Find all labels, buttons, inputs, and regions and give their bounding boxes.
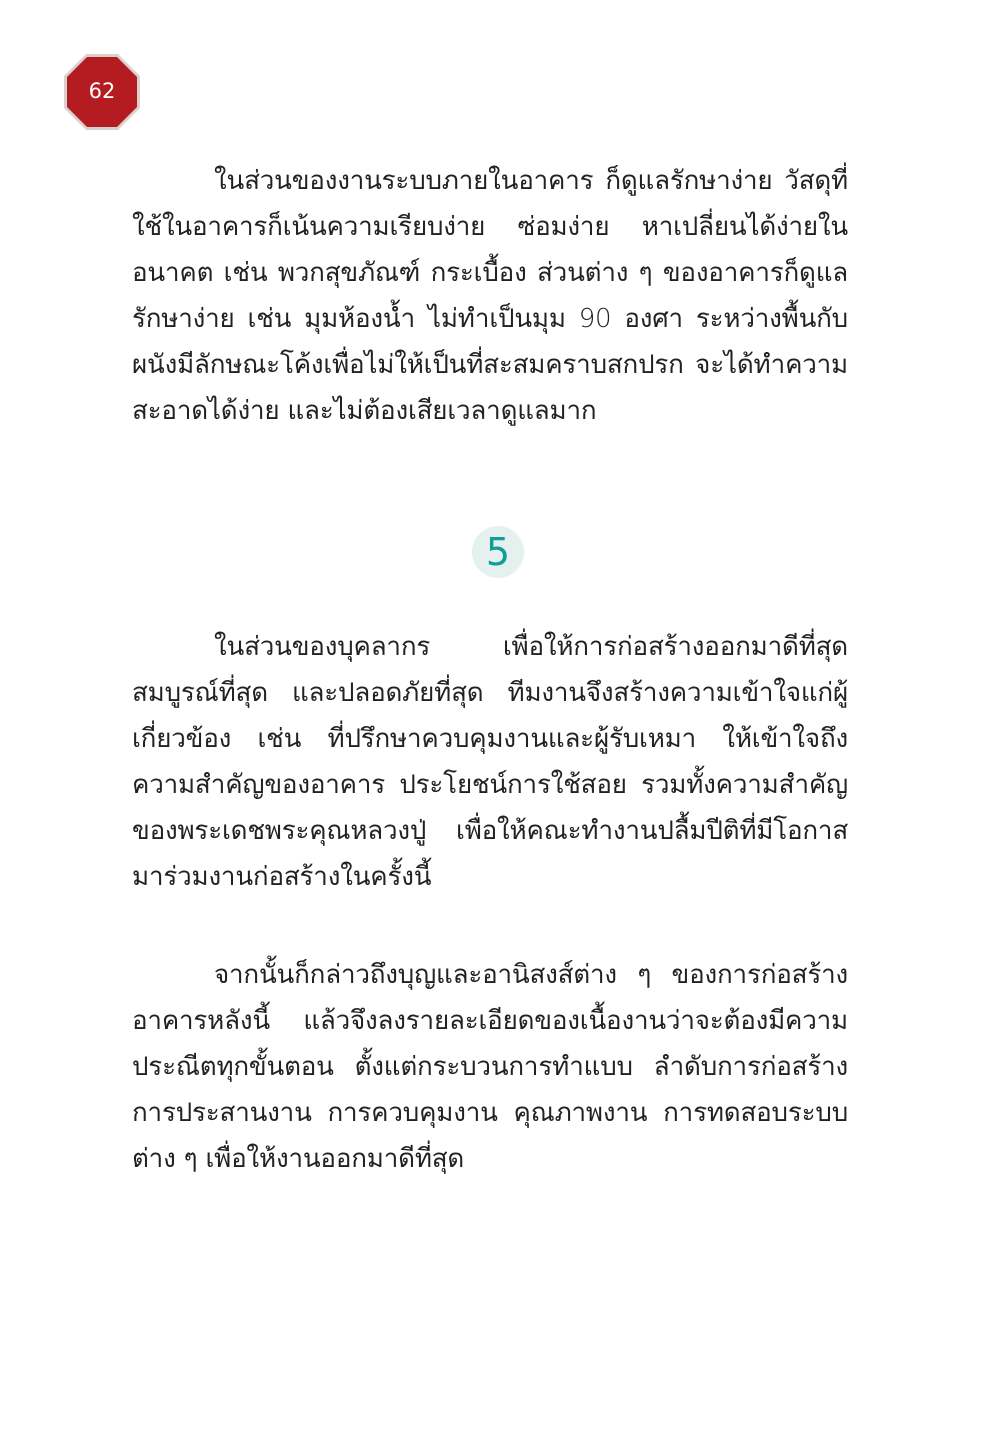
page-number: 62 — [88, 79, 116, 103]
paragraph-merit-and-details: จากนั้นก็กล่าวถึงบุญและอานิสงส์ต่าง ๆ ของการก่อสร้างอาคารหลังนี้ แล้วจึงลงรายละเอียดของเนื้องานว่าจะต้องมีความประณีตทุกขั้นตอน ตั้งแต่กระบวนการทำแบบ ลำดับการก่อสร้าง การประสานงาน การควบคุมงาน คุณภาพงาน การทดสอบระบบต่าง ๆ เพื่อให้งานออกมาดีที่สุด — [132, 960, 848, 1174]
page-number-badge — [62, 52, 142, 132]
section-number-marker: 5 — [472, 526, 524, 578]
paragraph-building-systems: ในส่วนของงานระบบภายในอาคาร ก็ดูแลรักษาง่าย วัสดุที่ใช้ในอาคารก็เน้นความเรียบง่าย ซ่อมง่าย หาเปลี่ยนได้ง่ายในอนาคต เช่น พวกสุขภัณฑ์ กระเบื้อง ส่วนต่าง ๆ ของอาคารก็ดูแลรักษาง่าย เช่น มุมห้องน้ำ ไม่ทำเป็นมุม 90 องศา ระหว่างพื้นกับผนังมีลักษณะโค้งเพื่อไม่ให้เป็นที่สะสมคราบสกปรก จะได้ทำความสะอาดได้ง่าย และไม่ต้องเสียเวลาดูแลมาก — [132, 166, 848, 426]
paragraph-personnel: ในส่วนของบุคลากร เพื่อให้การก่อสร้างออกมาดีที่สุด สมบูรณ์ที่สุด และปลอดภัยที่สุด ทีมงานจึงสร้างความเข้าใจแก่ผู้เกี่ยวข้อง เช่น ที่ปรึกษาควบคุมงานและผู้รับเหมา ให้เข้าใจถึงความสำคัญของอาคาร ประโยชน์การใช้สอย รวมทั้งความสำคัญของพระเดชพระคุณหลวงปู่ เพื่อให้คณะทำงานปลื้มปีติที่มีโอกาสมาร่วมงานก่อสร้างในครั้งนี้ — [132, 632, 848, 892]
